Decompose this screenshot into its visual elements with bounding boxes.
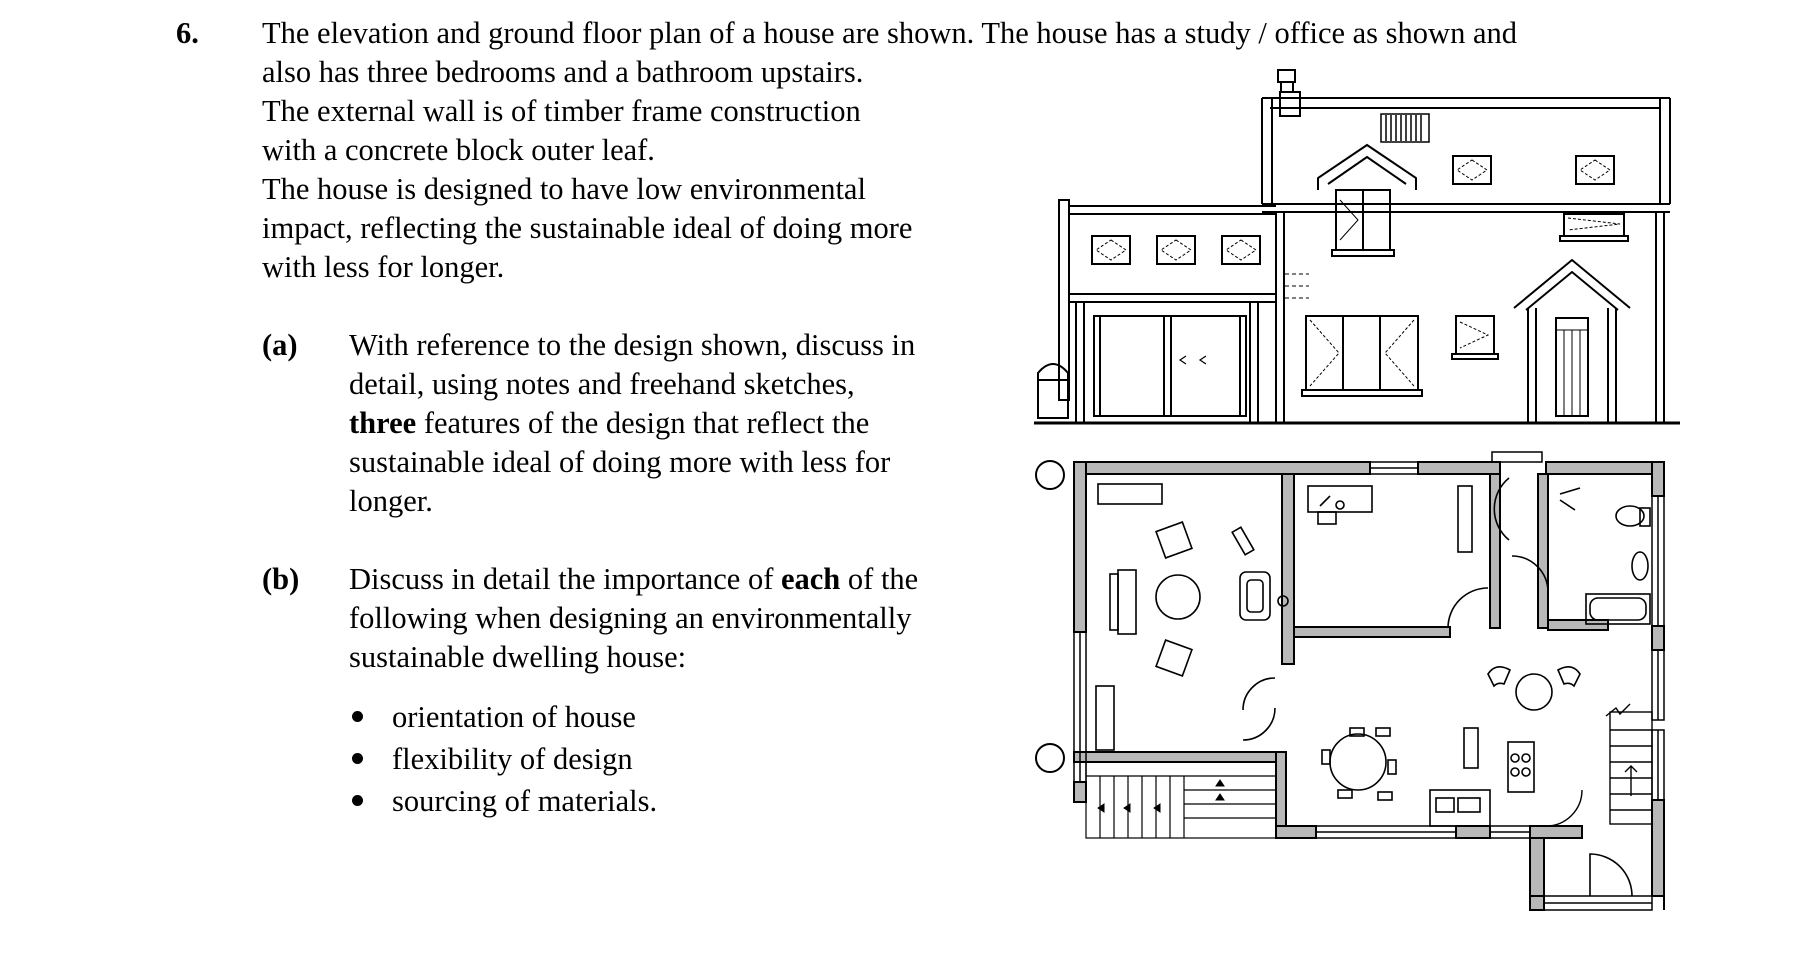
part-a-label: (a) <box>262 328 298 362</box>
part-a-line-5: longer. <box>349 484 433 518</box>
upper-right-window <box>1560 214 1628 241</box>
intro-line-3: The external wall is of timber frame construction <box>262 94 861 128</box>
pipe-detail <box>1285 274 1309 298</box>
part-b-line-1-end: of the <box>840 562 919 596</box>
dormer <box>1318 145 1416 256</box>
part-a-line-1: With reference to the design shown, discuss in <box>349 328 916 362</box>
patio-decking <box>1086 762 1276 838</box>
downpipe-circle <box>1036 461 1064 489</box>
living-room-furniture <box>1096 484 1288 750</box>
part-b-line-1 <box>349 560 918 599</box>
part-a-line-4: sustainable ideal of doing more with less for <box>349 445 891 479</box>
intro-line-2: also has three bedrooms and a bathroom upstairs. <box>262 55 864 89</box>
part-a-line-3-rest: features of the design that reflect the <box>416 406 870 440</box>
part-b-line-2: following when designing an environmentally <box>349 601 912 635</box>
part-a-line-3 <box>349 404 869 443</box>
intro-line-1: The elevation and ground floor plan of a house are shown. The house has a study / office as shown and <box>262 16 1517 50</box>
bullet-dot <box>352 795 363 806</box>
back-door-step <box>1492 452 1542 462</box>
porch-door-swing <box>1590 854 1632 896</box>
intro-line-4: with a concrete block outer leaf. <box>262 133 655 167</box>
side-extension <box>1059 200 1276 423</box>
dining-kitchen-furniture <box>1322 667 1580 826</box>
ground-floor-plan-drawing <box>1036 452 1664 910</box>
stair <box>1546 704 1652 826</box>
question-number: 6. <box>176 16 199 50</box>
part-b-label: (b) <box>262 562 300 596</box>
part-b-line-3: sustainable dwelling house: <box>349 640 687 674</box>
bullet-flexibility: flexibility of design <box>392 742 633 776</box>
bullet-sourcing: sourcing of materials. <box>392 784 658 818</box>
part-a-line-2: detail, using notes and freehand sketches, <box>349 367 855 401</box>
study-furniture <box>1308 486 1488 628</box>
chimney <box>1278 70 1300 116</box>
house-front-elevation-drawing <box>1034 70 1680 423</box>
part-b-emphasis: each <box>780 562 841 596</box>
rooflights <box>1453 156 1614 184</box>
intro-line-7: with less for longer. <box>262 250 505 284</box>
intro-line-6: impact, reflecting the sustainable ideal of doing more <box>262 211 913 245</box>
part-a-emphasis: three <box>349 406 417 440</box>
porch <box>1514 260 1630 423</box>
bullet-dot <box>352 753 363 764</box>
water-butt <box>1038 364 1068 418</box>
bullet-dot <box>352 711 363 722</box>
ground-floor-windows <box>1302 316 1498 396</box>
downpipe-circle <box>1036 744 1064 772</box>
patio-doors <box>1094 316 1246 416</box>
bullet-orientation: orientation of house <box>392 700 636 734</box>
roof-vent <box>1381 114 1429 142</box>
porch-floor <box>1530 838 1664 910</box>
house-drawings <box>1025 62 1695 922</box>
part-b-line-1-start: Discuss in detail the importance of <box>349 562 781 596</box>
intro-line-5: The house is designed to have low environmental <box>262 172 866 206</box>
bathroom-fittings <box>1494 478 1650 624</box>
